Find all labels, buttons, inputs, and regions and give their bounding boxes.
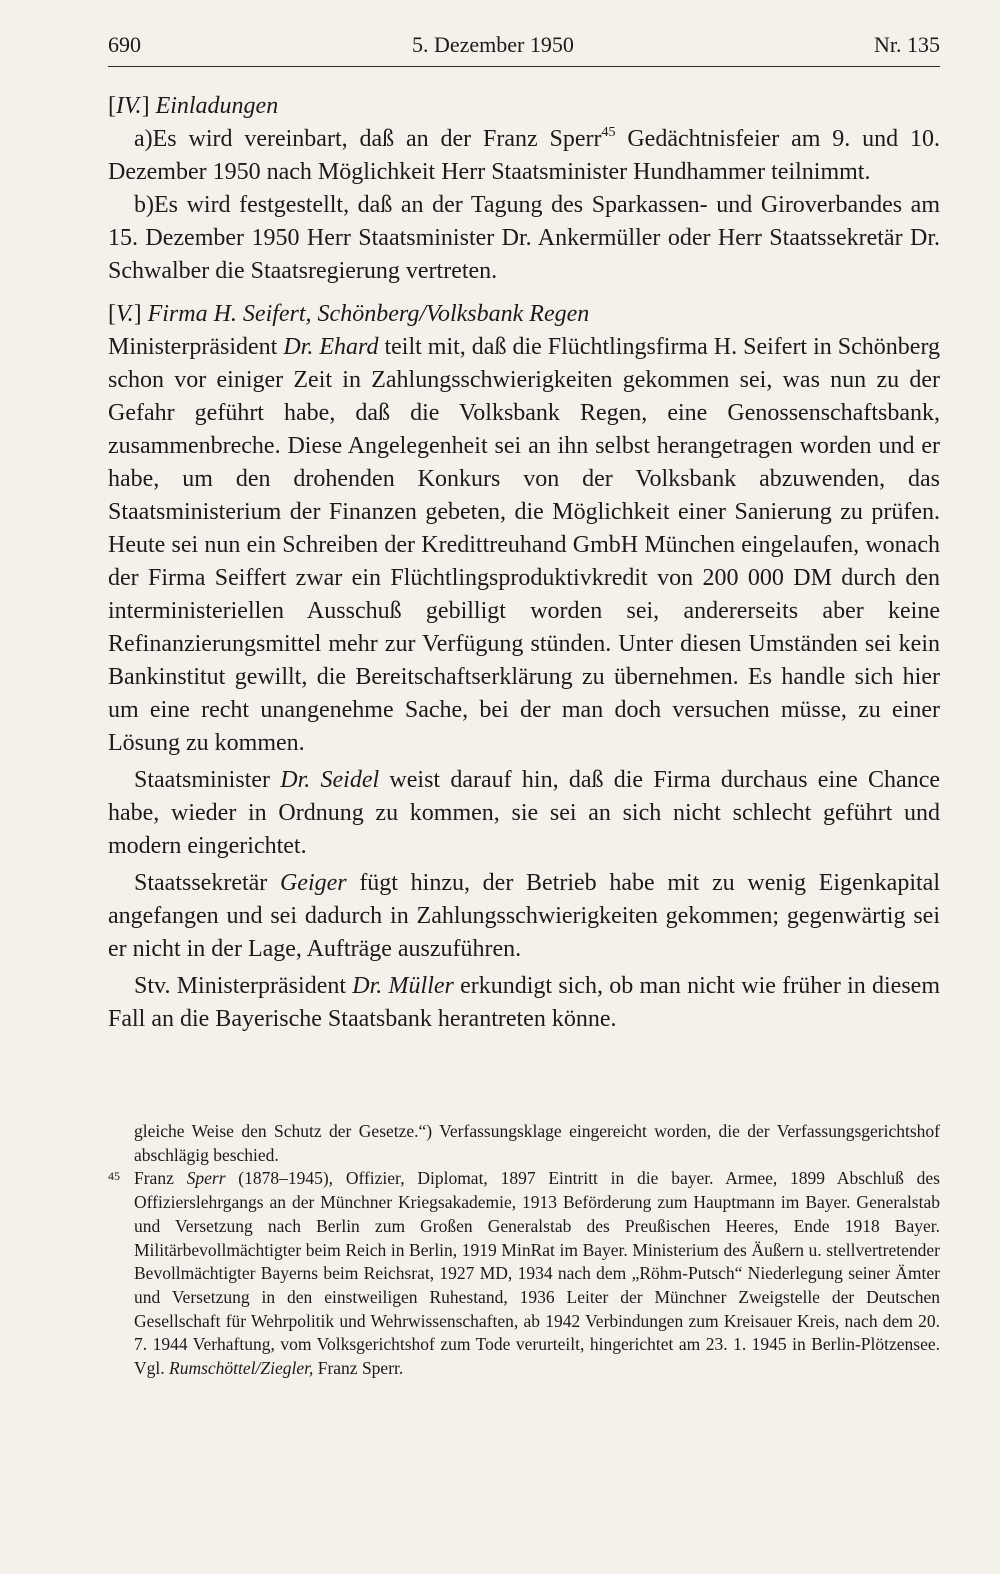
main-text xyxy=(108,90,940,1036)
section-title: Firma H. Seifert, Schönberg/Volksbank Regen xyxy=(147,301,590,327)
section-title: Einladungen xyxy=(155,93,279,119)
speaker-name: Dr. Müller xyxy=(352,973,454,999)
footnote-number: 45 xyxy=(108,1169,120,1184)
issue-number: Nr. 135 xyxy=(874,32,940,57)
bracket-close: ] xyxy=(133,301,142,327)
speaker-name: Geiger xyxy=(279,870,347,896)
paragraph-mueller xyxy=(108,970,940,1036)
footnote-ref-45[interactable]: 45 xyxy=(601,125,616,140)
paragraph-text: erkundigt sich, ob man nicht wie früher in diesem Fall an die Bayerische Staatsbank herantreten könne. xyxy=(108,973,940,1032)
footnote-text: (1878–1945), Offizier, Diplomat, 1897 Eintritt in die bayer. Armee, 1899 Abschluß des Offizierslehrgangs an der Münchner Kriegsakademie, 1913 Beförderung zum Hauptmann im Bayer. Generalstab und Versetzung nach Berlin zum Großen Generalstab des Preußischen Heeres, Ende 1918 Bayer. Militärbevollmächtigter beim Reich in Berlin, 1919 MinRat im Bayer. Ministerium des Äußern u. stellvertretender Bevollmächtigter Bayerns beim Reichsrat, 1927 MD, 1934 nach dem „Röhm-Putsch“ Niederlegung seiner Ämter und Versetzung in den einstweiligen Ruhestand, 1936 Leiter der Münchner Zweigstelle der Deutschen Gesellschaft für Wehrpolitik und Wehrwissenschaften, ab 1942 Verbindungen zum Kreisauer Kreis, nach dem 20. 7. 1944 Verhaftung, vom Volksgerichtshof zum Tode verurteilt, hingerichtet am 23. 1. 1945 in Berlin-Plötzensee. Vgl. xyxy=(134,1168,940,1379)
header-date: 5. Dezember 1950 xyxy=(412,32,574,57)
paragraph-item-a xyxy=(108,123,940,189)
speaker-role: Ministerpräsident xyxy=(108,334,284,360)
paragraph-item-b: b)Es wird festgestellt, daß an der Tagung des Sparkassen- und Giroverbandes am 15. Dezember 1950 Herr Staatsminister Dr. Ankermüller oder Herr Staatssekretär Dr. Schwalber die Staatsregierung vertreten. xyxy=(108,192,940,284)
item-a-rest: Gedächtnisfeier am 9. und 10. Dezember 1950 nach Möglichkeit Herr Staatsminister Hundhammer teilnimmt. xyxy=(108,126,940,185)
section-numeral: IV. xyxy=(116,93,142,119)
paragraph-ehard xyxy=(108,331,940,760)
footnote-text: Franz xyxy=(134,1168,187,1189)
speaker-role: Staatsminister xyxy=(134,767,281,793)
page-number: 690 xyxy=(108,32,141,57)
paragraph-text: teilt mit, daß die Flüchtlingsfirma H. Seifert in Schönberg schon vor einiger Zeit in Zahlungsschwierigkeiten gekommen sei, was nun zu der Gefahr geführt habe, daß die Volksbank Regen, eine Genossenschaftsbank, zusammenbreche. Diese Angelegenheit sei an ihn selbst herangetragen worden und er habe, um den drohenden Konkurs von der Volksbank abzuwenden, das Staatsministerium der Finanzen gebeten, die Möglichkeit einer Sanierung zu prüfen. Heute sei nun ein Schreiben der Kredittreuhand GmbH München eingelaufen, wonach der Firma Seiffert zwar ein Flüchtlingsproduktivkredit von 200 000 DM durch den interministeriellen Ausschuß gebilligt worden sei, andererseits aber keine Refinanzierungsmittel mehr zur Verfügung stünden. Unter diesen Umständen sei kein Bankinstitut gewillt, die Bereitschaftserklärung zu übernehmen. Es handle sich hier um eine recht unangenehme Sache, bei der man doch versuchen müsse, zu einer Lösung zu kommen. xyxy=(108,334,940,756)
paragraph-text: fügt hinzu, der Betrieb habe mit zu wenig Eigenkapital angefangen und sei dadurch in Zahlungsschwierigkeiten gekommen; gegenwärtig sei er nicht in der Lage, Aufträge auszuführen. xyxy=(108,870,940,962)
speaker-role: Stv. Ministerpräsident xyxy=(134,973,353,999)
footnote-reference: Rumschöttel/Ziegler, xyxy=(169,1358,314,1379)
paragraph-seidel xyxy=(108,764,940,863)
footnote-45 xyxy=(108,1167,940,1380)
footnotes xyxy=(108,1120,940,1381)
header-rule xyxy=(108,66,940,67)
speaker-name: Dr. Seidel xyxy=(280,767,380,793)
footnote-text: Franz Sperr. xyxy=(313,1358,404,1379)
section-heading-iv xyxy=(108,90,940,123)
footnote-name: Sperr xyxy=(186,1168,226,1189)
section-heading-v xyxy=(108,298,940,331)
running-header xyxy=(108,32,940,62)
item-a-text: a)Es wird vereinbart, daß an der Franz Sperr xyxy=(134,126,602,152)
bracket-open: [ xyxy=(108,301,116,327)
paragraph-geiger xyxy=(108,867,940,966)
footnote-continuation: gleiche Weise den Schutz der Gesetze.“) Verfassungsklage eingereicht worden, die der Verfassungsgerichtshof abschlägig beschied. xyxy=(134,1121,940,1165)
bracket-open: [ xyxy=(108,93,116,119)
paragraph-text: weist darauf hin, daß die Firma durchaus eine Chance habe, wieder in Ordnung zu kommen, sie sei an sich nicht schlecht geführt und modern eingerichtet. xyxy=(108,767,941,859)
bracket-close: ] xyxy=(141,93,150,119)
speaker-name: Dr. Ehard xyxy=(283,334,379,360)
speaker-role: Staatssekretär xyxy=(134,870,280,896)
section-numeral: V. xyxy=(116,301,134,327)
